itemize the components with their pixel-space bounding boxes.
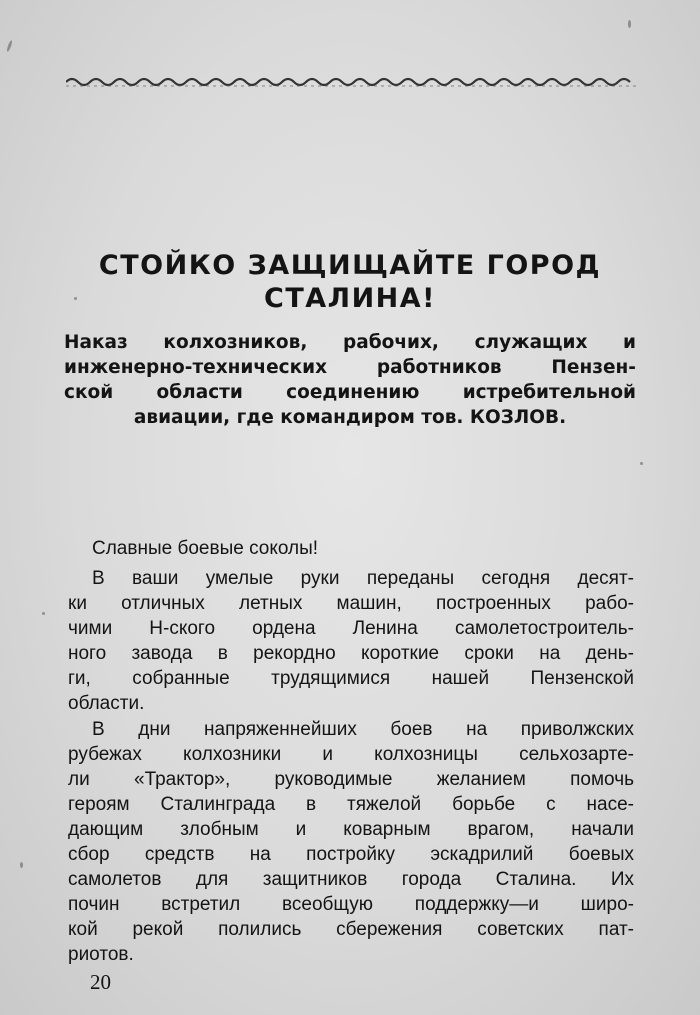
- paragraph-line: самолетов для защитников города Сталина. Их: [68, 869, 634, 890]
- paragraph-line: ного завода в рекордно короткие сроки на день-: [68, 643, 634, 664]
- paragraph-line: кой рекой полились сбережения советских пат-: [68, 919, 634, 940]
- subtitle-line: инженерно-технических работников Пензен-: [64, 357, 636, 378]
- paragraph-line: В дни напряженнейших боев на приволжских: [92, 719, 634, 740]
- decorative-rule-ornament: [66, 70, 636, 90]
- subtitle-block: [64, 330, 636, 430]
- paragraph-line: сбор средств на постройку эскадрилий боевых: [68, 844, 634, 865]
- subtitle-line: ской области соединению истребительной: [64, 382, 636, 403]
- subtitle-line: Наказ колхозников, рабочих, служащих и: [64, 332, 636, 353]
- print-speck: [640, 462, 643, 465]
- page-number: 20: [90, 970, 111, 994]
- print-speck: [42, 612, 45, 615]
- paragraph-line: ги, собранные трудящимися нашей Пензенской: [68, 668, 634, 689]
- headline-line-2: СТАЛИНА!: [264, 283, 436, 314]
- print-speck: [6, 40, 13, 52]
- print-speck: [20, 862, 23, 868]
- print-speck: [74, 297, 77, 300]
- paragraph-line: героям Сталинграда в тяжелой борьбе с насе-: [68, 794, 634, 815]
- print-speck: [628, 20, 631, 28]
- paragraph-line: рубежах колхозники и колхозницы сельхозарте-: [68, 744, 634, 765]
- subtitle-line: авиации, где командиром тов. КОЗЛОВ.: [133, 407, 567, 428]
- paragraph-line: чими Н-ского ордена Ленина самолетостроитель-: [68, 618, 634, 639]
- paragraph-1: [68, 566, 634, 716]
- greeting-line: Славные боевые соколы!: [92, 538, 319, 559]
- paragraph-line: почин встретил всеобщую поддержку—и широ-: [68, 894, 634, 915]
- paragraph-line: ки отличных летных машин, построенных рабо-: [68, 593, 634, 614]
- paragraph-line: риотов.: [68, 944, 134, 965]
- paragraph-line: дающим злобным и коварным врагом, начали: [68, 819, 634, 840]
- paragraph-2: [68, 717, 634, 967]
- headline-line-1: СТОЙКО ЗАЩИЩАЙТЕ ГОРОД: [98, 250, 602, 281]
- paragraph-line: В ваши умелые руки переданы сегодня десят-: [92, 568, 634, 589]
- paragraph-line: области.: [68, 693, 145, 714]
- paragraph-line: ли «Трактор», руководимые желанием помочь: [68, 769, 634, 790]
